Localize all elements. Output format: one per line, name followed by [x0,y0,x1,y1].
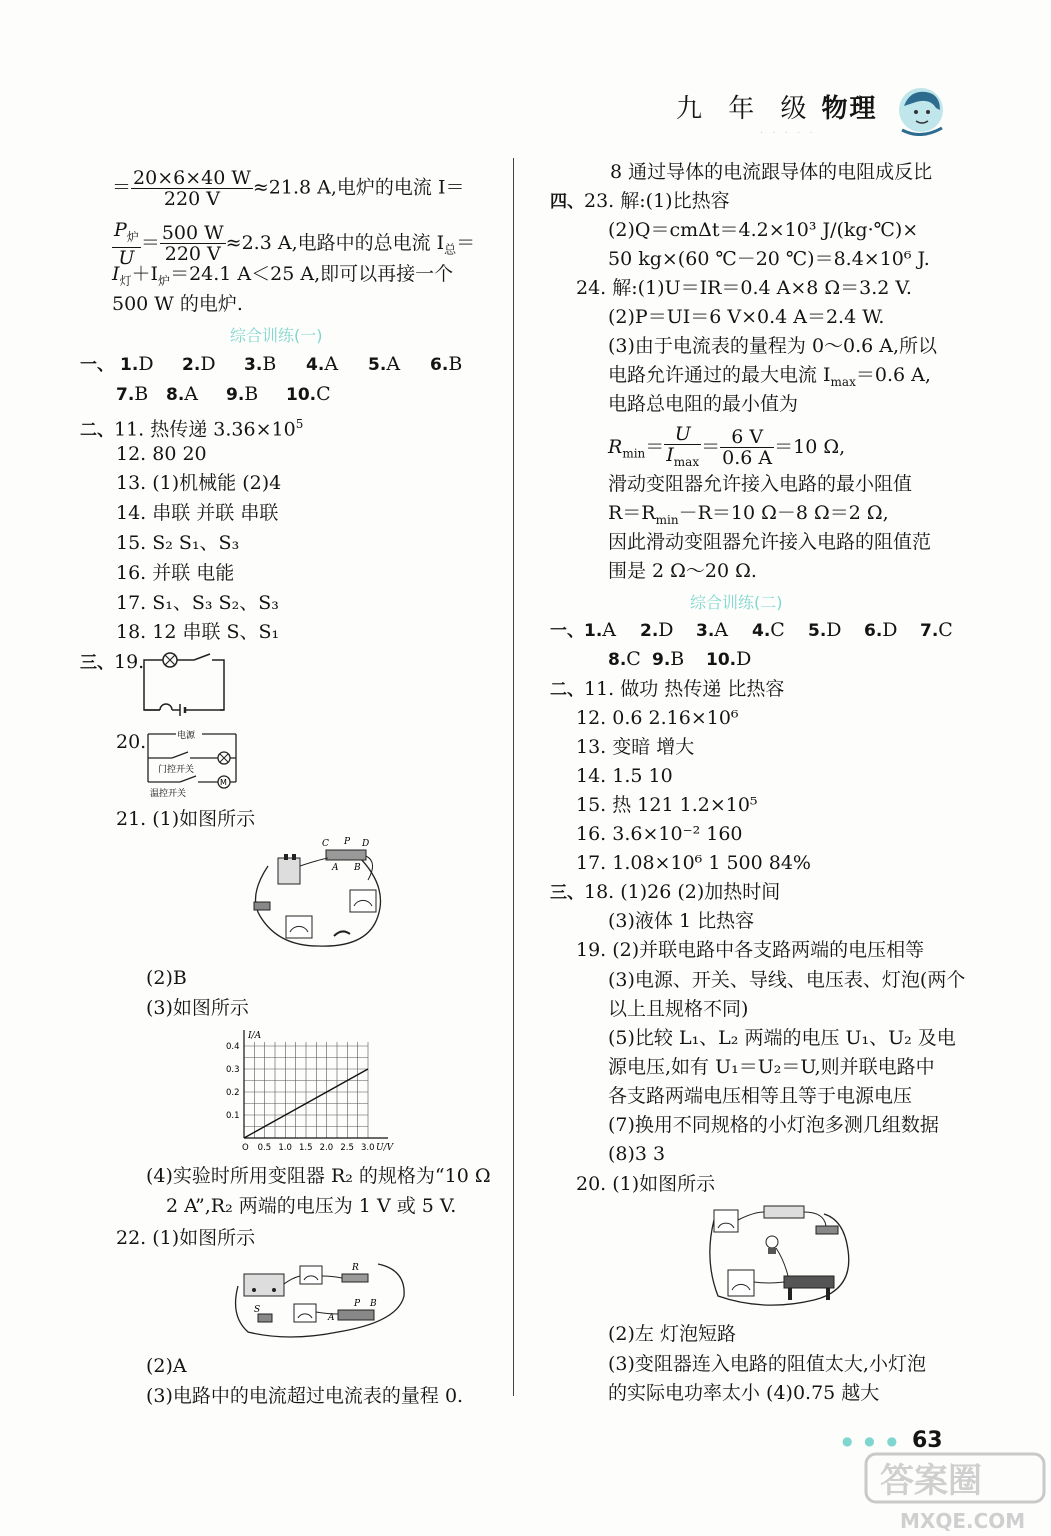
answer-24-4: 电路允许通过的最大电流 $I_{max}=0.6$ A, [608,364,931,389]
s2-answer-12: 12. 0.6 2.16×10⁶ [576,707,739,729]
x-axis-label: U/V [376,1143,394,1153]
circuit-diagram-19 [140,650,230,716]
calc-line-4: 500 W 的电炉. [112,293,243,315]
answer-19-label: 三、19. [80,651,145,673]
s2-answer-11: 二、11. 做功 热传递 比热容 [550,678,785,700]
header-dots: · · · · · [760,128,816,139]
s2-answer-19-3: 以上且规格不同) [608,998,749,1020]
x-tick-label: 1.0 [278,1143,292,1153]
answer-24-3: (3)由于电流表的量程为 0～0.6 A,所以 [608,335,938,357]
s2-answer-15: 15. 热 121 1.2×10⁵ [576,794,758,816]
page-number: 63 [912,1428,943,1453]
calc-line-1: ＝ $\frac{20\times 6\times 40 W}{220 V}$ ≈21.8 A,电炉的电流 I＝ [112,167,465,210]
apparatus-diagram-22 [228,1256,408,1342]
x-tick-label: 3.0 [361,1143,375,1153]
s2-answer-13: 13. 变暗 增大 [576,736,695,758]
column-divider [513,158,514,1396]
s2-answer-18-2: (3)液体 1 比热容 [608,910,755,932]
section-title-2: 综合训练(二) [690,593,783,612]
x-tick-label: 1.5 [299,1143,313,1153]
answers-row-2: 7.B 8.A 9.B 10.C [116,383,331,405]
page-header [676,88,878,125]
s2-answer-16: 16. 3.6×10⁻² 160 [576,823,743,845]
label-a2: A [328,1313,335,1323]
s2-answer-17: 17. 1.08×10⁶ 1 500 84% [576,852,811,874]
label-p2: P [354,1299,361,1309]
s2-answer-18-1: 三、18. (1)26 (2)加热时间 [550,881,781,903]
label-c: C [322,839,329,849]
answer-23-1: 四、23. 解:(1)比热容 [550,190,730,212]
answer-24-1: 24. 解:(1)U＝IR＝0.4 A×8 Ω＝3.2 V. [576,277,912,299]
s2-answer-19-1: 19. (2)并联电路中各支路两端的电压相等 [576,939,925,961]
page-number-dots: ● ● ● [842,1434,902,1448]
answer-21-2: (2)B [146,967,187,989]
label-r: R [352,1263,359,1273]
fraction: $\frac{P_炉}{U}$ [114,219,139,269]
answer-22-3: (3)电路中的电流超过电流表的量程 0. [146,1385,464,1407]
watermark-text: MXQE.COM [900,1509,1026,1533]
fraction: $\frac{6 V}{0.6 A}$ [722,426,773,470]
grade-label: 九 年 级 [676,94,816,124]
y-tick-label: 0.4 [226,1042,240,1052]
answer-22-3-cont: 8 通过导体的电流跟导体的电阻成反比 [610,161,933,183]
answer-15: 15. S₂ S₁、S₃ [116,532,240,554]
label-power: 电源 [177,731,196,741]
svg-text:答案圈: 答案圈 [880,1461,982,1501]
s2-answers-row-2: 8.C 9.B 10.D [608,648,752,670]
fraction: $\frac{500 W}{220 V}$ [161,222,224,266]
s2-answer-19-7: (7)换用不同规格的小灯泡多测几组数据 [608,1114,939,1136]
mascot-icon [896,84,946,136]
answer-21-4b: 2 A”,R₂ 两端的电压为 1 V 或 5 V. [166,1195,457,1217]
answer-14: 14. 串联 并联 串联 [116,502,279,524]
x-tick-label: 0.5 [257,1143,272,1153]
fraction: $\frac{U}{I_{max}}$ [666,423,700,469]
label-b2: B [370,1299,377,1309]
apparatus-diagram-s2-20 [704,1200,854,1310]
s2-answer-19-5: 源电压,如有 U₁＝U₂＝U,则并联电路中 [608,1056,935,1078]
answer-24-10: 围是 2 Ω～20 Ω. [608,560,757,582]
answer-24-7: 滑动变阻器允许接入电路的最小阻值 [608,473,913,495]
answer-23-2: (2)Q＝cmΔt＝4.2×10³ J/(kg·℃)× [608,219,919,241]
label-p: P [344,837,351,847]
label-temp-switch: 温控开关 [150,789,187,798]
label-a: A [332,863,339,873]
answer-24-5: 电路总电阻的最小值为 [608,393,799,415]
s2-answer-19-6: 各支路两端电压相等且等于电源电压 [608,1085,913,1107]
answer-21-1: 21. (1)如图所示 [116,808,256,830]
svg-text:M: M [220,778,227,787]
answer-11: 二、11. 热传递 $3.36\times 10^5$ [80,417,304,441]
s2-answer-19-2: (3)电源、开关、导线、电压表、灯泡(两个 [608,969,966,991]
y-tick-label: 0.1 [226,1111,240,1121]
answer-21-3: (3)如图所示 [146,997,249,1019]
s2-answer-19-8: (8)3 3 [608,1143,666,1165]
answer-17: 17. S₁、S₃ S₂、S₃ [116,592,279,614]
watermark-logo [860,1448,1050,1534]
section-title-1: 综合训练(一) [230,326,323,345]
s2-answer-19-4: (5)比较 L₁、L₂ 两端的电压 U₁、U₂ 及电 [608,1027,956,1049]
label-door-switch: 门控开关 [158,765,195,775]
s2-answer-14: 14. 1.5 10 [576,765,673,787]
y-tick-label: 0.3 [226,1065,240,1075]
answer-24-9: 因此滑动变阻器允许接入电路的阻值范 [608,531,932,553]
s2-answer-20-1: 20. (1)如图所示 [576,1173,716,1195]
x-tick-label: 2.0 [319,1143,334,1153]
answer-22-1: 22. (1)如图所示 [116,1227,256,1249]
answer-23-3: 50 kg×(60 ℃－20 ℃)＝8.4×10⁶ J. [608,248,930,270]
calc-line-2: $\frac{P_炉}{U}$ ＝ $\frac{500 W}{220 V}$ ≈2.3 A,电路中的总电流 $I_总=$ [114,219,476,269]
fraction: $\frac{20\times 6\times 40 W}{220 V}$ [133,167,251,210]
s2-answer-20-3: (3)变阻器连入电路的阻值太大,小灯泡 [608,1353,926,1375]
x-tick-label: 2.5 [340,1143,354,1153]
answer-24-2: (2)P＝UI＝6 V×0.4 A＝2.4 W. [608,306,885,328]
s2-answer-20-2: (2)左 灯泡短路 [608,1323,736,1345]
iu-graph [222,1024,412,1156]
y-tick-label: 0.2 [226,1088,240,1098]
label-s: S [254,1305,261,1315]
label-d: D [362,839,370,849]
answer-16: 16. 并联 电能 [116,562,235,584]
apparatus-diagram-21 [238,836,388,954]
circuit-diagram-20 [144,728,244,798]
answer-24-8: $R=R_{min}-R=10$ Ω－8 Ω＝2 Ω, [608,502,889,527]
s2-answers-row-1: 一、1.A 2.D 3.A 4.C 5.D 6.D 7.C [550,619,953,641]
subject-label: 物理 [821,94,878,124]
label-b: B [354,863,361,873]
answer-18: 18. 12 串联 S、S₁ [116,621,280,643]
s2-answer-20-4: 的实际电功率太小 (4)0.75 越大 [608,1382,880,1404]
answer-13: 13. (1)机械能 (2)4 [116,472,282,494]
y-axis-label: I/A [248,1031,262,1041]
answer-12: 12. 80 20 [116,443,207,465]
answer-22-2: (2)A [146,1355,187,1377]
x-tick-label: O [242,1143,249,1153]
answer-20-label: 20. [116,731,147,753]
calc-line-3: $I_灯+I_炉=24.1$ A＜25 A,即可以再接一个 [112,263,454,288]
answers-row-1: 一、 1.D 2.D 3.B 4.A 5.A 6.B [80,353,463,375]
answer-24-6: $R_{min}=$ $\frac{U}{I_{max}}$ ＝ $\frac{6 V}{0.6 A}$ ＝10 Ω, [608,424,845,472]
answer-21-4a: (4)实验时所用变阻器 R₂ 的规格为“10 Ω [146,1165,491,1187]
